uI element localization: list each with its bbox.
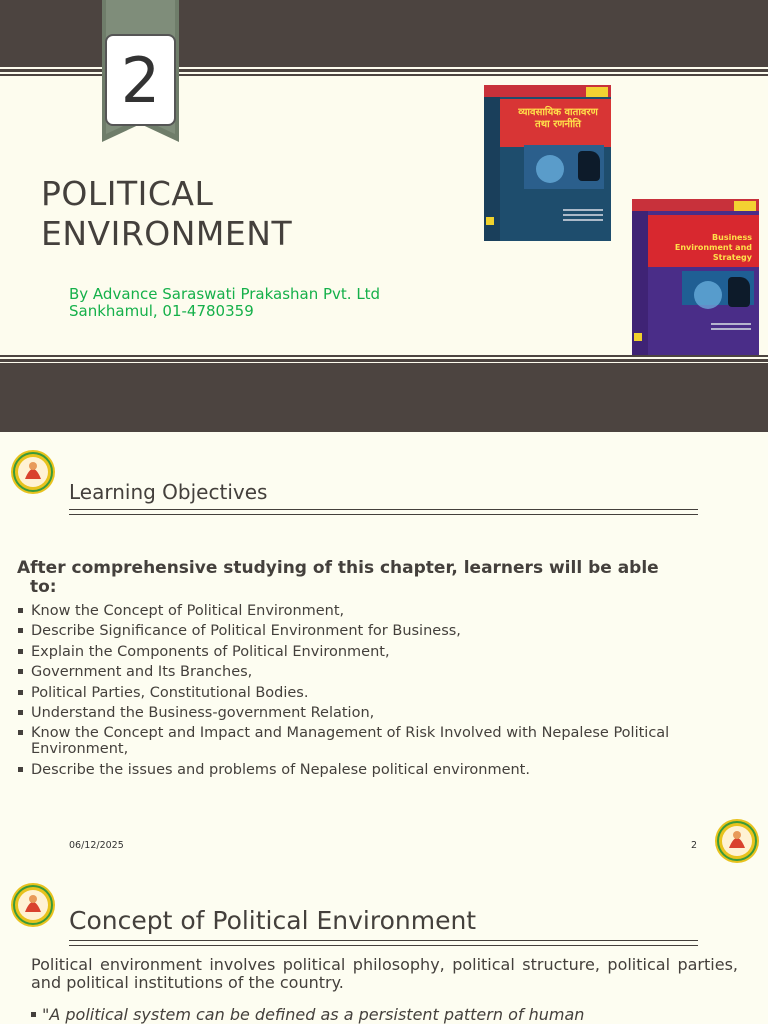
globe-image bbox=[682, 271, 754, 305]
heading-underline bbox=[69, 509, 698, 515]
globe-image bbox=[524, 145, 604, 189]
lead-line: to: bbox=[30, 577, 57, 597]
publisher-name: By Advance Saraswati Prakashan Pvt. Ltd bbox=[69, 285, 381, 303]
book-cover-nepali bbox=[484, 85, 611, 241]
globe-icon bbox=[694, 281, 722, 309]
book-authors bbox=[563, 209, 603, 227]
list-item: Government and Its Branches, bbox=[17, 664, 752, 680]
book-mark-icon bbox=[634, 333, 642, 341]
book-authors bbox=[711, 323, 751, 341]
saraswati-logo-icon bbox=[10, 882, 56, 928]
saraswati-logo-icon bbox=[10, 449, 56, 495]
publisher-contact: Sankhamul, 01-4780359 bbox=[69, 302, 254, 320]
bullet-icon bbox=[31, 1012, 36, 1017]
list-item: Political Parties, Constitutional Bodies. bbox=[17, 685, 752, 701]
title-slide bbox=[0, 0, 768, 432]
hand-icon bbox=[728, 277, 750, 307]
list-item: Understand the Business-government Relation, bbox=[17, 705, 752, 721]
divider-line bbox=[0, 359, 768, 362]
slide-heading: Concept of Political Environment bbox=[69, 906, 477, 935]
publisher-subtitle bbox=[69, 286, 380, 320]
concept-paragraph: Political environment involves political philosophy, political structure, political parties, and political institutions of the country. bbox=[31, 955, 738, 992]
objectives-list bbox=[17, 603, 752, 782]
objectives-lead bbox=[17, 559, 752, 597]
lead-line: After comprehensive studying of this chapter, learners will be able bbox=[17, 558, 659, 578]
quote-bullet bbox=[31, 1006, 584, 1024]
heading-underline bbox=[69, 940, 698, 946]
book-title: व्यावसायिक वातावरण तथा रणनीति bbox=[518, 107, 598, 130]
globe-icon bbox=[536, 155, 564, 183]
footer-date: 06/12/2025 bbox=[69, 840, 124, 851]
title-line: POLITICAL bbox=[41, 174, 214, 213]
book-title: Business Environment and Strategy bbox=[674, 233, 752, 262]
quote-text: A political system can be defined as a persistent pattern of human bbox=[49, 1005, 585, 1024]
saraswati-logo-icon bbox=[714, 818, 760, 864]
objectives-slide bbox=[0, 432, 768, 870]
title-line: ENVIRONMENT bbox=[41, 214, 293, 253]
publisher-logo-icon bbox=[586, 87, 608, 97]
list-item: Know the Concept and Impact and Management of Risk Involved with Nepalese Political Environment, bbox=[17, 725, 752, 757]
book-cover-english bbox=[632, 199, 759, 355]
slide-heading: Learning Objectives bbox=[69, 480, 268, 504]
slide-title bbox=[41, 174, 292, 254]
bottom-band bbox=[0, 363, 768, 432]
book-mark-icon bbox=[486, 217, 494, 225]
quote-mark: " bbox=[42, 1005, 50, 1024]
chapter-number: 2 bbox=[105, 34, 176, 126]
book-spine bbox=[632, 199, 648, 355]
list-item: Describe Significance of Political Environment for Business, bbox=[17, 623, 752, 639]
page-number: 2 bbox=[691, 840, 698, 851]
concept-slide bbox=[0, 870, 768, 1024]
publisher-logo-icon bbox=[734, 201, 756, 211]
divider-line bbox=[0, 355, 768, 357]
list-item: Explain the Components of Political Environment, bbox=[17, 644, 752, 660]
list-item: Know the Concept of Political Environment, bbox=[17, 603, 752, 619]
list-item: Describe the issues and problems of Nepalese political environment. bbox=[17, 762, 752, 778]
hand-icon bbox=[578, 151, 600, 181]
